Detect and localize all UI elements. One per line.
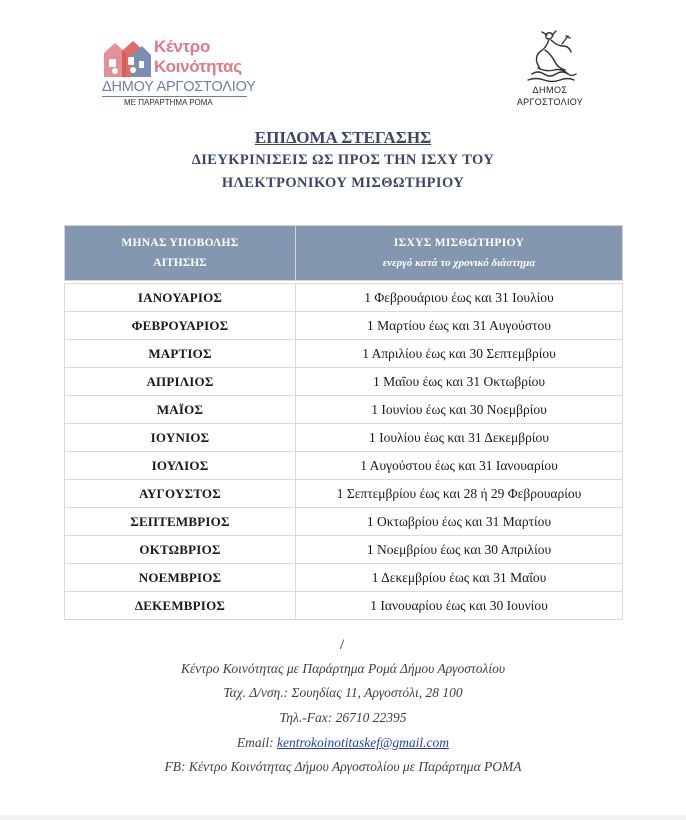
period-cell: 1 Σεπτεμβρίου έως και 28 ή 29 Φεβρουαρίου xyxy=(296,480,623,508)
month-cell: ΝΟΕΜΒΡΙΟΣ xyxy=(65,564,296,592)
logo-text-line4: ΜΕ ΠΑΡΑΡΤΗΜΑ ΡΟΜΑ xyxy=(124,98,213,107)
footer-email-link[interactable]: kentrokoinotitaskef@gmail.com xyxy=(277,735,450,750)
table-row xyxy=(65,536,623,564)
table-row xyxy=(65,452,623,480)
period-cell: 1 Μαΐου έως και 31 Οκτωβρίου xyxy=(296,368,623,396)
period-cell: 1 Ιανουαρίου έως και 30 Ιουνίου xyxy=(296,592,623,620)
period-cell: 1 Οκτωβρίου έως και 31 Μαρτίου xyxy=(296,508,623,536)
column-header-month xyxy=(65,226,296,281)
table-row xyxy=(65,312,623,340)
table-row xyxy=(65,592,623,620)
column-header-month-line1: ΜΗΝΑΣ ΥΠΟΒΟΛΗΣ xyxy=(121,237,239,249)
footer-phone: Τηλ.-Fax: 26710 22395 xyxy=(279,710,407,725)
footer-email-label: Email: xyxy=(236,735,278,750)
table-row xyxy=(65,284,623,312)
municipality-logo xyxy=(510,30,590,112)
houses-logo-icon xyxy=(102,37,152,81)
table-row xyxy=(65,480,623,508)
logo-text-line1: Κέντρο xyxy=(154,37,211,56)
month-cell: ΦΕΒΡΟΥΑΡΙΟΣ xyxy=(65,312,296,340)
period-cell: 1 Μαρτίου έως και 31 Αυγούστου xyxy=(296,312,623,340)
month-cell: ΙΟΥΝΙΟΣ xyxy=(65,424,296,452)
footer-email-line xyxy=(0,735,686,751)
month-cell: ΜΑΡΤΙΟΣ xyxy=(65,340,296,368)
period-cell: 1 Αυγούστου έως και 31 Ιανουαρίου xyxy=(296,452,623,480)
period-cell: 1 Νοεμβρίου έως και 30 Απριλίου xyxy=(296,536,623,564)
logo-divider xyxy=(102,96,247,97)
table-row xyxy=(65,396,623,424)
period-cell: 1 Απριλίου έως και 30 Σεπτεμβρίου xyxy=(296,340,623,368)
period-cell: 1 Φεβρουάριου έως και 31 Ιουλίου xyxy=(296,284,623,312)
column-header-month-line2: ΑΙΤΗΣΗΣ xyxy=(153,257,207,269)
period-cell: 1 Ιουλίου έως και 31 Δεκεμβρίου xyxy=(296,424,623,452)
page-bottom-edge xyxy=(0,815,686,820)
table-row xyxy=(65,340,623,368)
table-row xyxy=(65,368,623,396)
month-cell: ΔΕΚΕΜΒΡΙΟΣ xyxy=(65,592,296,620)
logo-text-line2: Κοινότητας xyxy=(154,57,242,76)
table-row xyxy=(65,424,623,452)
lease-validity-table xyxy=(64,225,623,620)
hermes-emblem-icon xyxy=(518,30,582,84)
month-cell: ΣΕΠΤΕΜΒΡΙΟΣ xyxy=(65,508,296,536)
footer-organization: Κέντρο Κοινότητας με Παράρτημα Ρομά Δήμου Αργοστολίου xyxy=(180,661,506,676)
column-header-validity-line1: ΙΣΧΥΣ ΜΙΣΘΩΤΗΡΙΟΥ xyxy=(393,237,525,249)
column-header-validity-line2: ενεργό κατά το χρονικό διάστημα xyxy=(382,257,536,269)
month-cell: ΑΥΓΟΥΣΤΟΣ xyxy=(65,480,296,508)
table-row xyxy=(65,564,623,592)
document-subtitle-line1: ΔΙΕΥΚΡΙΝΙΣΕΙΣ ΩΣ ΠΡΟΣ ΤΗΝ ΙΣΧΥ ΤΟΥ xyxy=(191,152,495,168)
month-cell: ΟΚΤΩΒΡΙΟΣ xyxy=(65,536,296,564)
table-header-row xyxy=(65,226,623,281)
community-center-logo xyxy=(102,35,256,107)
table-body xyxy=(65,281,623,620)
month-cell: ΑΠΡΙΛΙΟΣ xyxy=(65,368,296,396)
document-subtitle-line2: ΗΛΕΚΤΡΟΝΙΚΟΥ ΜΙΣΘΩΤΗΡΙΟΥ xyxy=(221,175,465,191)
footer-facebook: FB: Κέντρο Κοινότητας Δήμου Αργοστολίου με Παράρτημα ΡΟΜΑ xyxy=(164,759,522,774)
logo-text-line3: ΔΗΜΟΥ ΑΡΓΟΣΤΟΛΙΟΥ xyxy=(102,79,256,95)
municipality-name-line1: ΔΗΜΟΣ xyxy=(532,85,568,95)
column-header-validity xyxy=(296,226,623,281)
month-cell: ΙΟΥΛΙΟΣ xyxy=(65,452,296,480)
period-cell: 1 Ιουνίου έως και 30 Νοεμβρίου xyxy=(296,396,623,424)
month-cell: ΙΑΝΟΥΑΡΙΟΣ xyxy=(65,284,296,312)
municipality-name-line2: ΑΡΓΟΣΤΟΛΙΟΥ xyxy=(516,97,584,107)
document-title: ΕΠΙΔΟΜΑ ΣΤΕΓΑΣΗΣ xyxy=(254,128,432,147)
period-cell: 1 Δεκεμβρίου έως και 31 Μαΐου xyxy=(296,564,623,592)
month-cell: ΜΑΪΟΣ xyxy=(65,396,296,424)
footer-address: Ταχ. Δ/νση.: Σουηδίας 11, Αργοστόλι, 28 100 xyxy=(223,685,463,700)
footer-slash: / xyxy=(340,637,345,653)
table-row xyxy=(65,508,623,536)
